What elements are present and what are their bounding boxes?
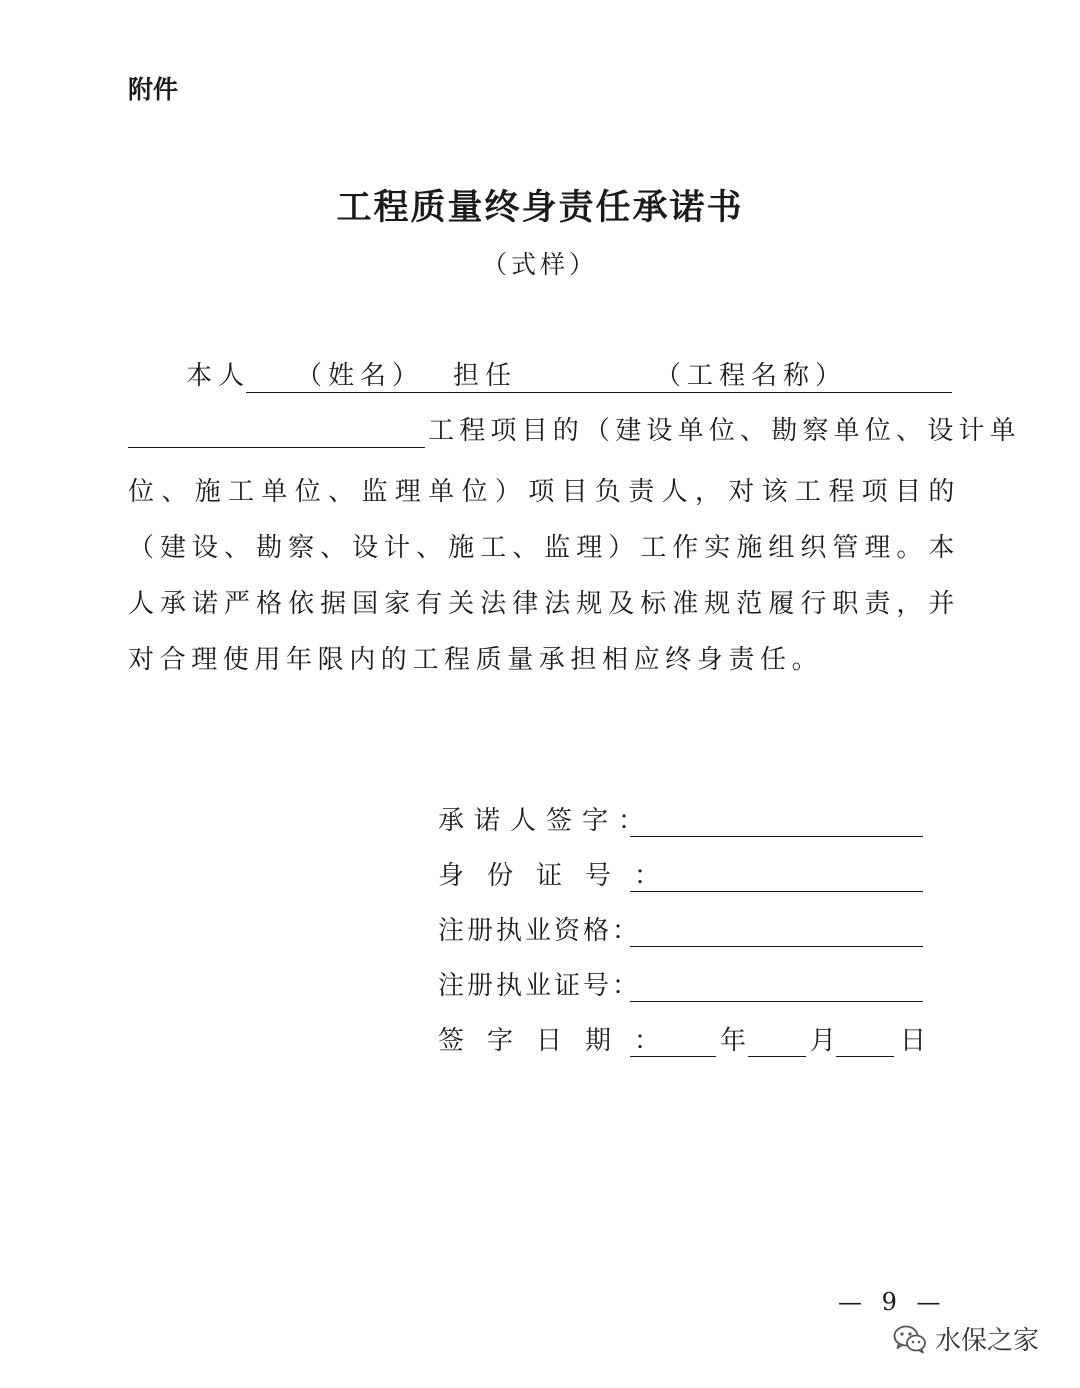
sign-date-label: 签字日期： [438, 1026, 684, 1056]
month-label: 月 [810, 1026, 837, 1056]
commitment-paragraph: 位、施工单位、监理单位）项目负责人，对该工程项目的（建设、勘察、设计、施工、监理）工作实施组织管理。本人承诺严格依据国家有关法律法规及标准规范履行职责，并对合理使用年限内的工程质量承担相应终身责任。 [128, 477, 960, 675]
page-number: — 9 — [838, 1288, 947, 1316]
signer-label: 承诺人签字： [438, 806, 655, 836]
year-label: 年 [720, 1026, 747, 1056]
year-field[interactable] [630, 1056, 716, 1057]
certificate-row [438, 965, 938, 1007]
day-field[interactable] [836, 1056, 894, 1057]
qualification-field[interactable] [630, 946, 923, 947]
watermark-text: 水保之家 [935, 1326, 1040, 1356]
line1-mid: 担任 [453, 361, 518, 391]
certificate-number-field[interactable] [630, 1001, 923, 1002]
wechat-icon [893, 1324, 927, 1354]
document-subtitle: （式样） [481, 250, 598, 279]
commitment-line-2 [128, 410, 1021, 452]
watermark [893, 1320, 1039, 1357]
id-number-label: 身份证号： [438, 861, 684, 891]
name-placeholder: （姓名） [296, 361, 425, 391]
id-number-field[interactable] [630, 891, 923, 892]
day-label: 日 [900, 1026, 927, 1056]
line1-prefix: 本人 [186, 361, 251, 391]
project-blank-underline[interactable] [512, 392, 952, 393]
signer-row [438, 800, 938, 842]
certificate-number-label: 注册执业证号： [438, 971, 642, 1001]
project-placeholder: （工程名称） [655, 361, 848, 391]
project-blank-underline-continued[interactable] [128, 447, 425, 448]
qualification-label: 注册执业资格： [438, 916, 642, 946]
date-row [438, 1020, 938, 1062]
line2-text: 工程项目的（建设单位、勘察单位、设计单 [428, 416, 1021, 446]
document-title: 工程质量终身责任承诺书 [336, 187, 744, 228]
commitment-line-1 [128, 355, 958, 397]
attachment-label: 附件 [128, 75, 179, 104]
signer-signature-field[interactable] [630, 836, 923, 837]
qualification-row [438, 910, 938, 952]
month-field[interactable] [748, 1056, 806, 1057]
id-row [438, 855, 938, 897]
